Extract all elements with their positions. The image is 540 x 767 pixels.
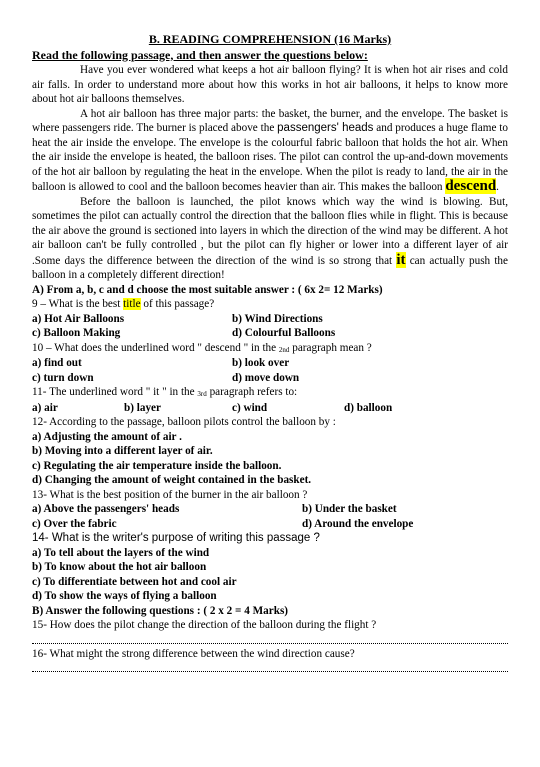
q14-option-b: b) To know about the hot air balloon <box>32 561 207 573</box>
q13-option-d: d) Around the envelope <box>302 517 414 530</box>
q14-option-d: d) To show the ways of flying a balloon <box>32 590 217 602</box>
question-10: 10 – What does the underlined word " descend " in the $_{2nd}$ paragraph mean ? <box>32 341 372 354</box>
question-16: 16- What might the strong difference between the wind direction cause? <box>32 647 355 660</box>
q12-option-a: a) Adjusting the amount of air . <box>32 430 182 443</box>
passage-paragraph-1: Have you ever wondered what keeps a hot air balloon flying? It is when hot air rises and cold air falls. In order to understand more about how this works in hot air balloons, it helps to know more about hot air balloons themselves. <box>32 64 508 105</box>
q13-option-c: c) Over the fabric <box>32 517 117 530</box>
question-13: 13- What is the best position of the burner in the air balloon ? <box>32 488 308 501</box>
worksheet-page <box>32 32 508 675</box>
highlighted-word-it: it <box>396 251 406 268</box>
q10-option-a: a) find out <box>32 357 82 369</box>
q14-option-c: c) To differentiate between hot and cool air <box>32 575 237 588</box>
section-title: B. READING COMPREHENSION (16 Marks) <box>148 32 392 46</box>
answer-line-15[interactable] <box>32 633 508 644</box>
q13-option-a: a) Above the passengers' heads <box>32 503 180 515</box>
question-15: 15- How does the pilot change the direction of the balloon during the flight ? <box>32 619 377 631</box>
question-14: 14- What is the writer's purpose of writing this passage ? <box>32 532 320 544</box>
section-a-heading: A) From a, b, c and d choose the most suitable answer : ( 6x 2= 12 Marks) <box>32 283 383 296</box>
passage-paragraph-3: Before the balloon is launched, the pilot knows which way the wind is blowing. But, sometimes the pilot can actually control the direction that the balloon flies while in flight. This is because the air above the ground is sectioned into layers in which the direction of the wind may be different. A hot air balloon can't be fully controlled , but the pilot can fly higher or lower into a different layer of air .Some days the difference between the direction of the wind is so strong that it can actually push the balloon in a completely different direction! <box>32 195 508 281</box>
q11-option-b: b) layer <box>124 401 161 414</box>
q9-option-b: b) Wind Directions <box>232 312 323 325</box>
q10-option-d: d) move down <box>232 371 300 384</box>
question-12: 12- According to the passage, balloon pilots control the balloon by : <box>32 416 336 428</box>
question-9: 9 – What is the best title of this passage? <box>32 298 215 310</box>
question-11: 11- The underlined word " it " in the $_{3rd}$ paragraph refers to: <box>32 386 298 398</box>
highlighted-word-descend: descend <box>445 178 497 194</box>
q11-option-a: a) air <box>32 401 58 414</box>
q10-option-c: c) turn down <box>32 371 94 384</box>
q11-option-d: d) balloon <box>344 401 393 414</box>
q12-option-d: d) Changing the amount of weight contained in the basket. <box>32 474 312 486</box>
q13-option-b: b) Under the basket <box>302 503 397 515</box>
passage-paragraph-2: A hot air balloon has three major parts: the basket, the burner, and the envelope. The basket is where passengers ride. The burner is placed above the passengers' heads and produces a huge flame to heat the air inside the envelope. The envelope is the colourful fabric balloon that holds the hot air. When the air inside the envelope is heated, the balloon rises. The pilot can control the up-and-down movements of the hot air balloon by regulating the heat in the envelope. When the pilot is ready to land, the air in the balloon is allowed to cool and the balloon becomes heavier than air. This makes the balloon descend. <box>32 107 508 194</box>
q10-option-b: b) look over <box>232 357 290 369</box>
q9-option-a: a) Hot Air Balloons <box>32 312 125 325</box>
section-b-heading: B) Answer the following questions : ( 2 x 2 = 4 Marks) <box>32 604 289 617</box>
q14-option-a: a) To tell about the layers of the wind <box>32 546 210 559</box>
q12-option-b: b) Moving into a different layer of air. <box>32 445 213 457</box>
instruction: Read the following passage, and then answer the questions below: <box>32 47 368 62</box>
q11-option-c: c) wind <box>232 401 268 414</box>
answer-line-16[interactable] <box>32 661 508 672</box>
q9-option-d: d) Colourful Balloons <box>232 327 336 339</box>
q9-option-c: c) Balloon Making <box>32 327 121 339</box>
q12-option-c: c) Regulating the air temperature inside the balloon. <box>32 459 282 472</box>
